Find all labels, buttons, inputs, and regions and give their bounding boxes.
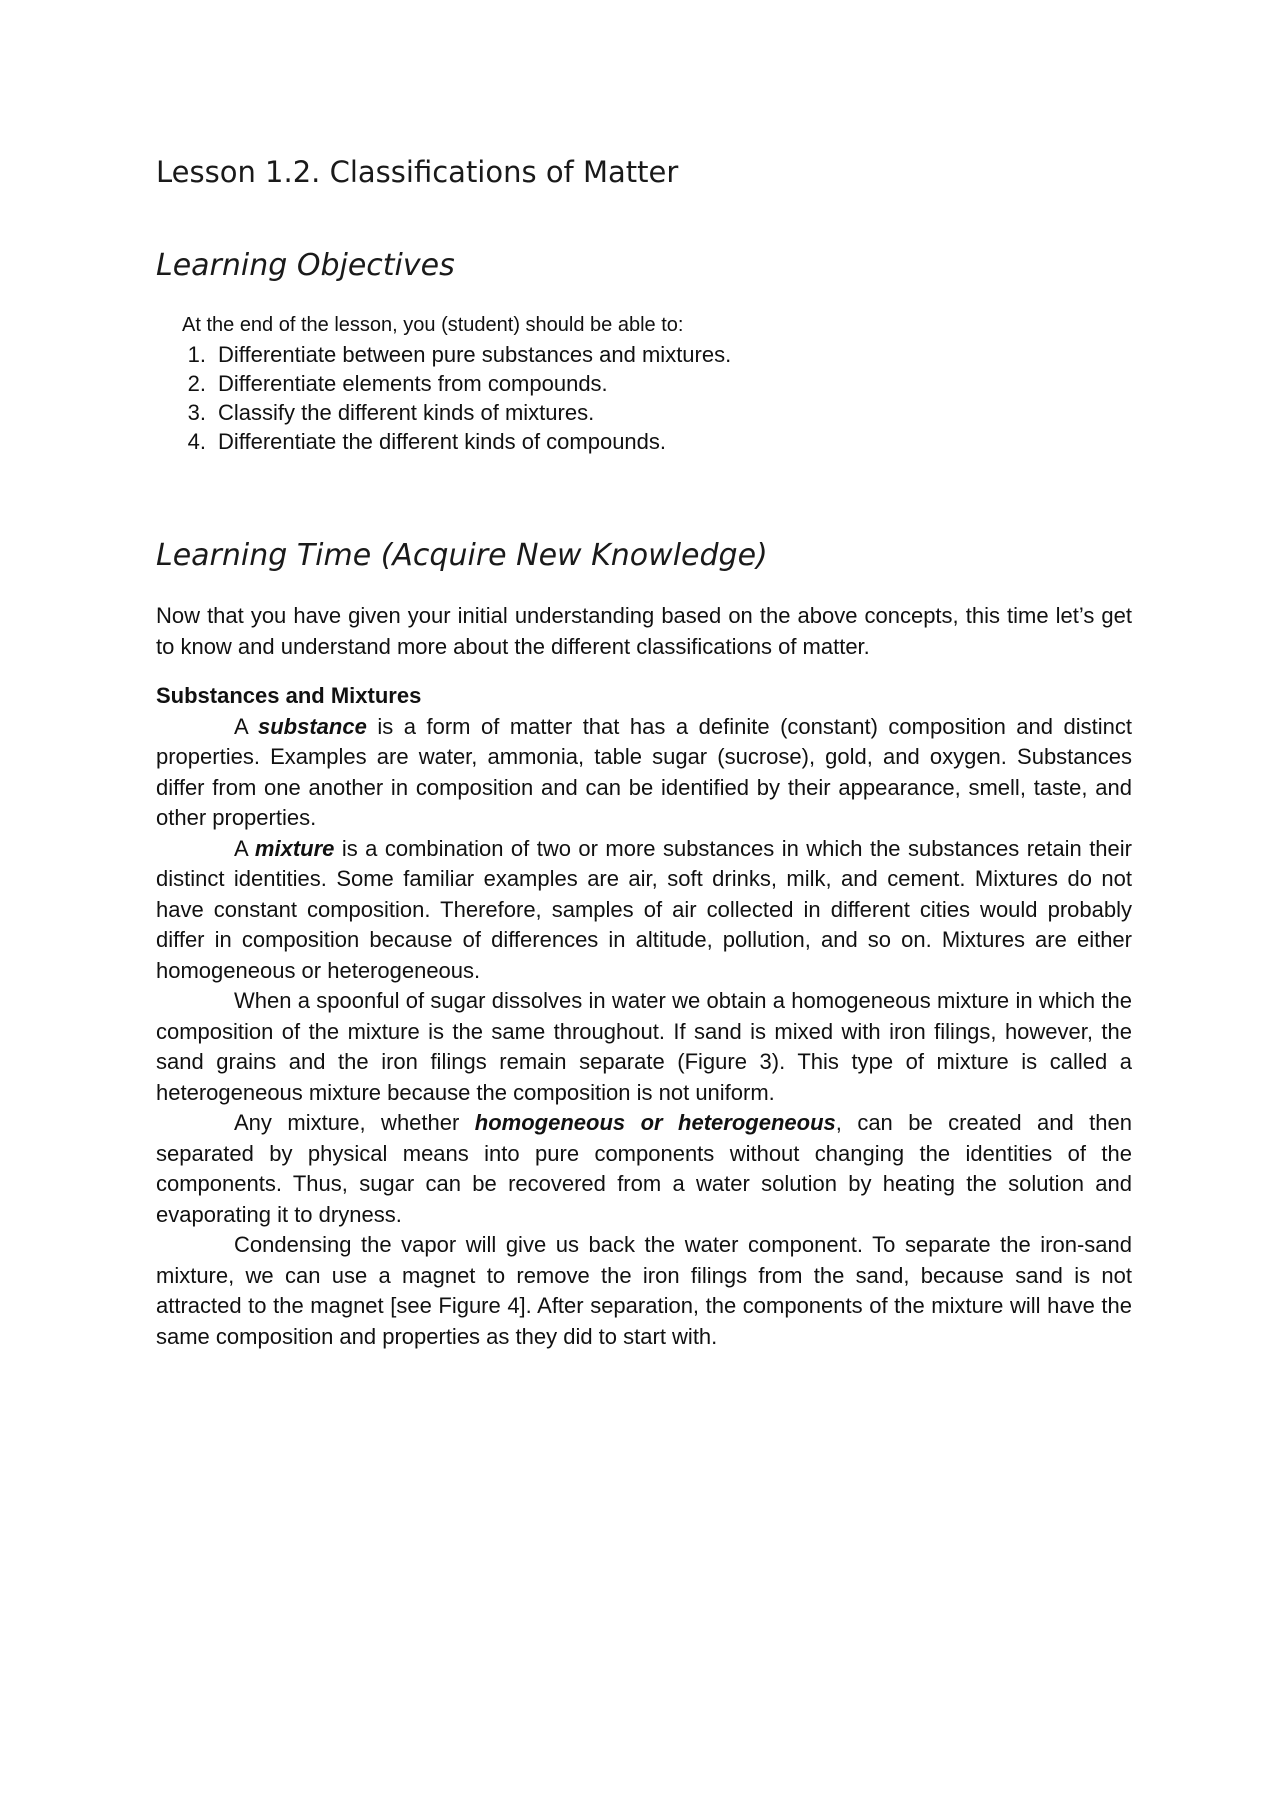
separation-paragraph [156, 1108, 1132, 1230]
term-substance: substance [257, 713, 367, 739]
list-item-number: 3. [187, 400, 206, 425]
list-item-text: Differentiate elements from compounds. [218, 371, 608, 396]
objectives-intro: At the end of the lesson, you (student) should be able to: [182, 314, 684, 336]
list-item-text: Classify the different kinds of mixtures. [218, 400, 595, 425]
intro-paragraph: Now that you have given your initial understanding based on the above concepts, this time let’s get to know and understand more about the different classifications of matter. [156, 603, 1132, 659]
lesson-title: Lesson 1.2. Classifications of Matter [156, 155, 679, 189]
objectives-list [156, 340, 731, 456]
list-item [156, 340, 731, 369]
text-span: A [234, 713, 258, 739]
learning-time-intro [156, 601, 1132, 662]
homogeneous-paragraph: When a spoonful of sugar dissolves in water we obtain a homogeneous mixture in which the composition of the mixture is the same throughout. If sand is mixed with iron filings, however, the sand grains and the iron filings remain separate (Figure 3). This type of mixture is called a heterogeneous mixture because the composition is not uniform. [156, 988, 1132, 1105]
text-span: is a combination of two or more substances in which the substances retain their distinct identities. Some familiar examples are air, soft drinks, milk, and cement. Mixtures do not have constant composition. Therefore, samples of air collected in different cities would probably differ in composition because of differences in altitude, pollution, and so on. Mixtures are either homogeneous or heterogeneous. [156, 835, 1132, 983]
list-item [156, 398, 731, 427]
substances-and-mixtures-section [156, 681, 1132, 1352]
list-item-number: 2. [187, 371, 206, 396]
mixture-paragraph [156, 834, 1132, 987]
term-homogeneous-heterogeneous: homogeneous or heterogeneous [474, 1110, 836, 1135]
learning-objectives-heading: Learning Objectives [156, 248, 455, 283]
substance-paragraph [156, 712, 1132, 834]
text-span: is a form of matter that has a definite (constant) composition and distinct properties. Examples are water, ammonia, table sugar (sucrose), gold, and oxygen. Substances differ from one another in composition and can be identified by their appearance, smell, taste, and other properties. [156, 713, 1132, 830]
list-item [156, 427, 731, 456]
list-item [156, 369, 731, 398]
text-span: A [234, 835, 255, 861]
term-mixture: mixture [254, 835, 335, 861]
learning-time-heading: Learning Time (Acquire New Knowledge) [156, 538, 768, 573]
condensing-paragraph: Condensing the vapor will give us back the water component. To separate the iron-sand mixture, we can use a magnet to remove the iron filings from the sand, because sand is not attracted to the magnet [see Figure 4]. After separation, the components of the mixture will have the same composition and properties as they did to start with. [156, 1232, 1132, 1349]
substances-and-mixtures-subheading: Substances and Mixtures [156, 683, 422, 708]
list-item-text: Differentiate between pure substances and mixtures. [218, 342, 732, 367]
list-item-number: 4. [187, 429, 206, 454]
text-span: , can be created and then separated by physical means into pure components without changing the identities of the components. Thus, sugar can be recovered from a water solution by heating the solution and evaporating it to dryness. [156, 1110, 1132, 1227]
list-item-number: 1. [187, 342, 206, 367]
text-span: Any mixture, whether [234, 1110, 475, 1135]
list-item-text: Differentiate the different kinds of compounds. [218, 429, 667, 454]
